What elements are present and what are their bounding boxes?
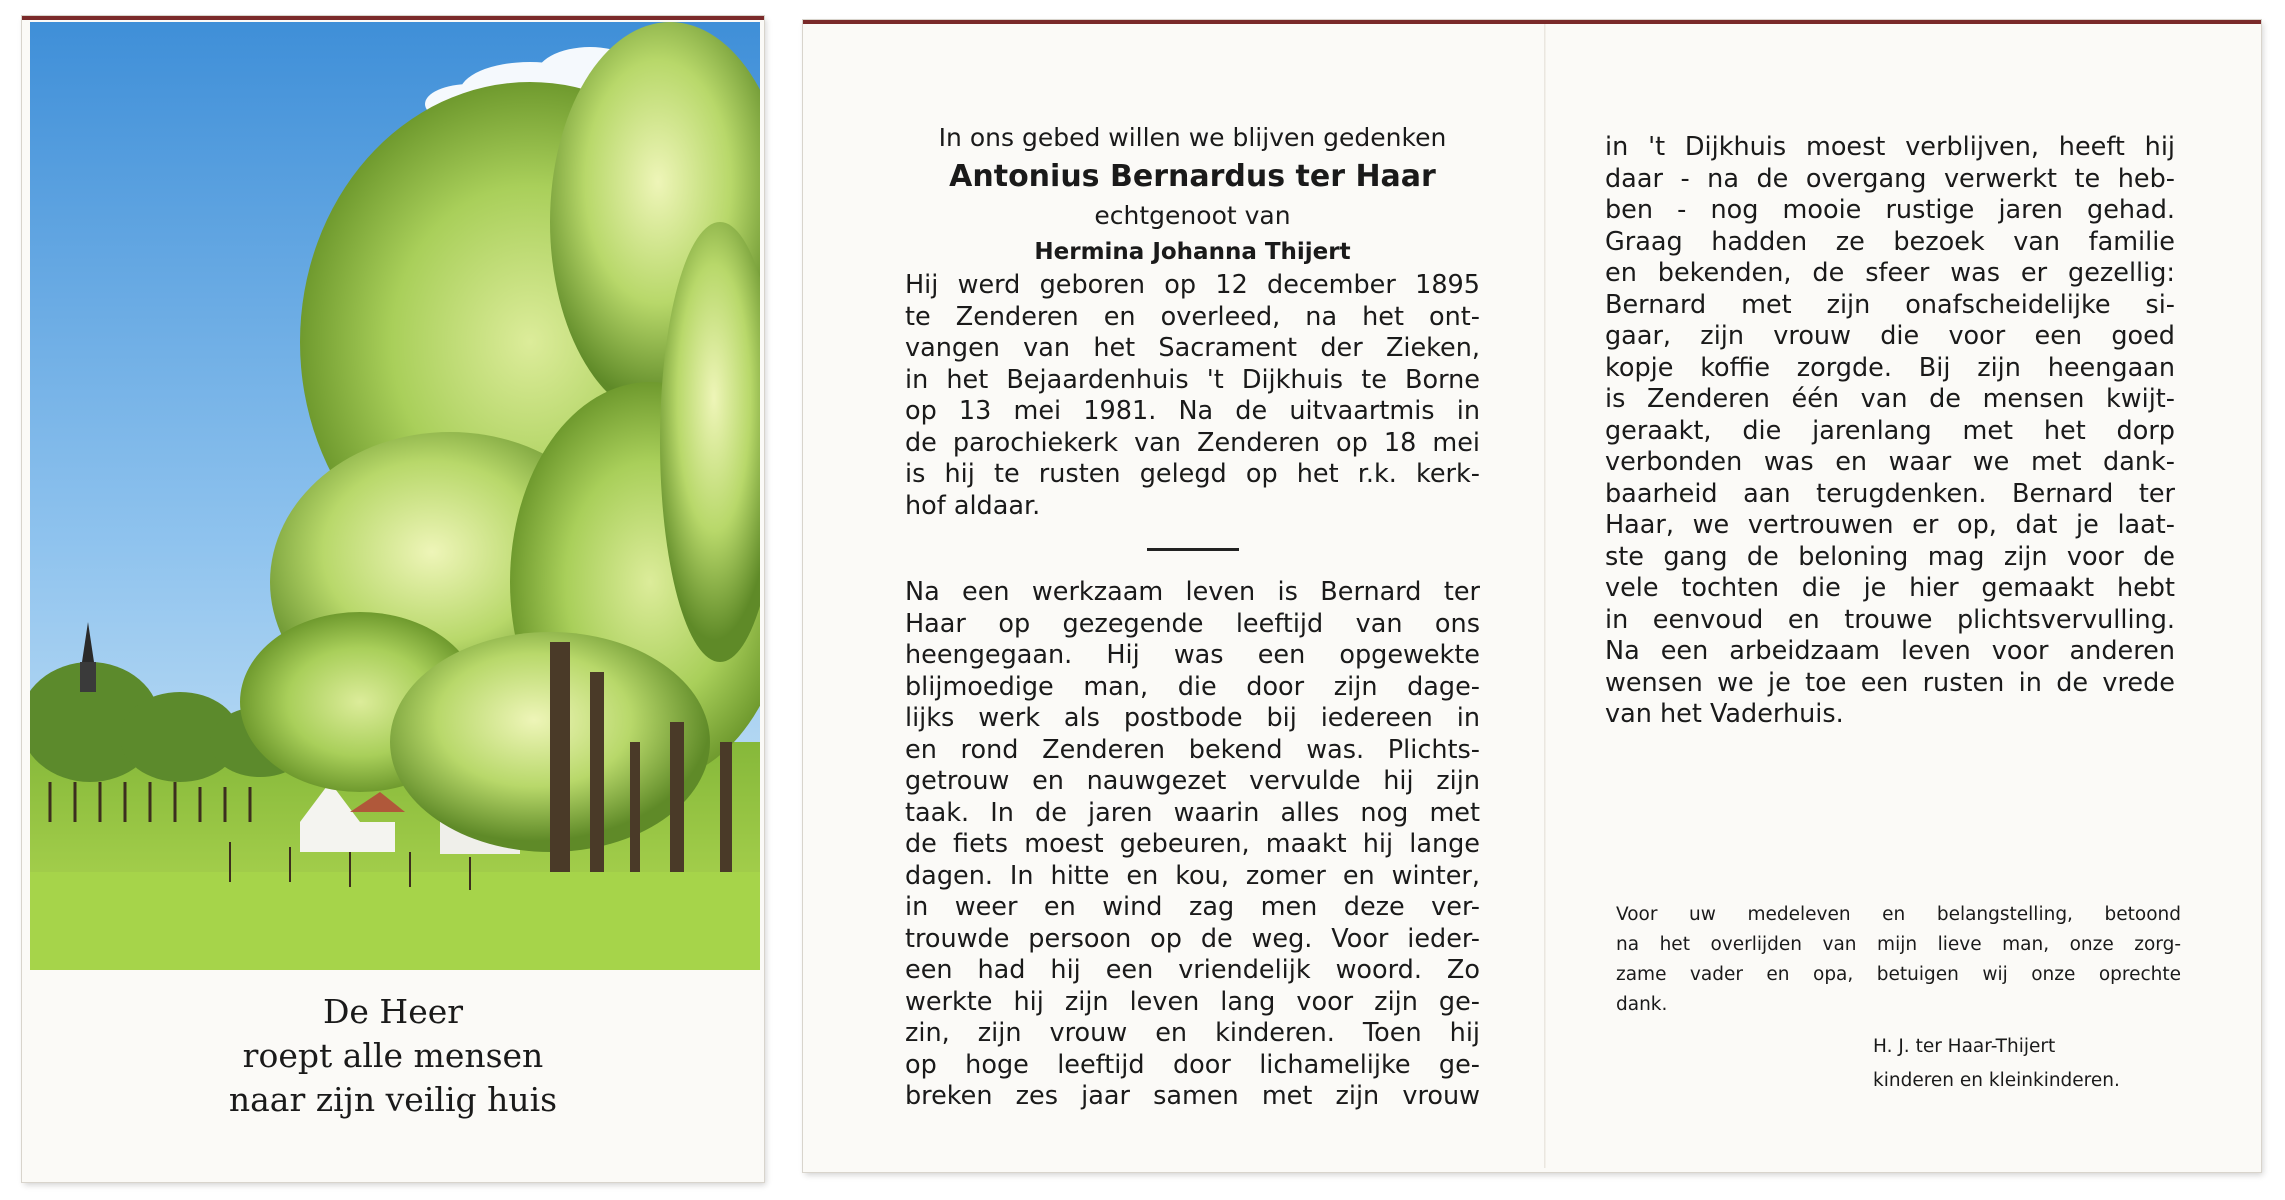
continuation-line: is Zenderen één van de mensen kwijt- [1605, 384, 2175, 414]
signature-line: kinderen en kleinkinderen. [1873, 1070, 2120, 1091]
caption-line: De Heer [322, 992, 464, 1031]
continuation-line: vele tochten die je hier gemaakt hebt [1605, 573, 2175, 603]
tribute-line: op hoge leeftijd door lichamelijke ge- [905, 1049, 1480, 1080]
fold-line [1544, 24, 1546, 1168]
tribute-line: heengegaan. Hij was een opgewekte [905, 640, 1480, 670]
signature-line: H. J. ter Haar-Thijert [1873, 1036, 2056, 1057]
bio-paragraph [905, 270, 1480, 522]
signature [1873, 1030, 2120, 1098]
tribute-line: en rond Zenderen bekend was. Plichts- [905, 734, 1480, 765]
thanks-line: na het overlijden van mijn lieve man, onze zorg- [1616, 934, 2181, 955]
continuation-line: en bekenden, de sfeer was er gezellig: [1605, 258, 2175, 288]
intro-line: In ons gebed willen we blijven gedenken [938, 123, 1447, 152]
tribute-line: getrouw en nauwgezet vervulde hij zijn [905, 766, 1480, 796]
tribute-line: de fiets moest gebeuren, maakt hij lange [905, 829, 1480, 859]
continuation-line: Graag hadden ze bezoek van familie [1605, 226, 2175, 257]
continuation-line: in eenvoud en trouwe plichtsvervulling. [1605, 604, 2175, 635]
tribute-line: lijks werk als postbode bij iedereen in [905, 703, 1480, 733]
left-page [905, 120, 1480, 1113]
continuation-line: baarheid aan terugdenken. Bernard ter [1605, 478, 2175, 509]
thanks-line: Voor uw medeleven en belangstelling, betoond [1616, 904, 2181, 925]
front-caption [22, 990, 764, 1122]
spouse-label: echtgenoot van [1094, 201, 1291, 230]
tribute-line: Haar op gezegende leeftijd van ons [905, 608, 1480, 639]
continuation-line: in 't Dijkhuis moest verblijven, heeft hij [1605, 132, 2175, 162]
tribute-line: taak. In de jaren waarin alles nog met [905, 797, 1480, 828]
tribute-line: een had hij een vriendelijk woord. Zo [905, 955, 1480, 985]
tribute-line: werkte hij zijn leven lang voor zijn ge- [905, 986, 1480, 1017]
tribute-paragraph [905, 577, 1480, 1113]
thanks-line: zame vader en opa, betuigen wij onze oprechte [1616, 964, 2181, 985]
landscape-photo [30, 22, 760, 970]
bio-line: in het Bejaardenhuis 't Dijkhuis te Borne [905, 364, 1480, 395]
bio-line: hof aldaar. [905, 490, 1041, 521]
continuation-line: kopje koffie zorgde. Bij zijn heengaan [1605, 352, 2175, 383]
spouse-name: Hermina Johanna Thijert [1034, 239, 1351, 265]
continuation-line: gaar, zijn vrouw die voor een goed [1605, 321, 2175, 351]
caption-line: naar zijn veilig huis [228, 1080, 558, 1119]
tribute-line: dagen. In hitte en kou, zomer en winter, [905, 860, 1480, 891]
bio-line: te Zenderen en overleed, na het ont- [905, 301, 1480, 332]
continuation-line: daar - na de overgang verwerkt te heb- [1605, 163, 2175, 194]
deceased-name: Antonius Bernardus ter Haar [949, 159, 1436, 194]
continuation-line: Na een arbeidzaam leven voor anderen [1605, 636, 2175, 666]
continuation-line: Haar, we vertrouwen er op, dat je laat- [1605, 510, 2175, 540]
right-page [1605, 132, 2175, 731]
thanks-note [1616, 900, 2181, 1020]
continuation-line: geraakt, die jarenlang met het dorp [1605, 415, 2175, 446]
tribute-line: zin, zijn vrouw en kinderen. Toen hij [905, 1018, 1480, 1048]
bio-line: is hij te rusten gelegd op het r.k. kerk- [905, 459, 1480, 489]
continuation-line: verbonden was en waar we met dank- [1605, 447, 2175, 477]
continuation-line: van het Vaderhuis. [1605, 699, 1844, 729]
continuation-line: ben - nog mooie rustige jaren gehad. [1605, 195, 2175, 225]
continuation-line: wensen we je toe een rusten in de vrede [1605, 667, 2175, 698]
bio-line: op 13 mei 1981. Na de uitvaartmis in [905, 396, 1480, 426]
tribute-line: in weer en wind zag men deze ver- [905, 892, 1480, 922]
bio-line: de parochiekerk van Zenderen op 18 mei [905, 427, 1480, 458]
tribute-line: blijmoedige man, die door zijn dage- [905, 671, 1480, 702]
bio-line: Hij werd geboren op 12 december 1895 [905, 270, 1480, 300]
continuation-line: Bernard met zijn onafscheidelijke si- [1605, 289, 2175, 320]
divider [1147, 548, 1239, 551]
tribute-line: Na een werkzaam leven is Bernard ter [905, 577, 1480, 607]
tribute-line: trouwde persoon op de weg. Voor ieder- [905, 923, 1480, 954]
bio-line: vangen van het Sacrament der Zieken, [905, 333, 1480, 363]
thanks-line: dank. [1616, 994, 1668, 1015]
caption-line: roept alle mensen [242, 1036, 544, 1075]
tribute-line: breken zes jaar samen met zijn vrouw [905, 1081, 1480, 1111]
continuation-line: ste gang de beloning mag zijn voor de [1605, 541, 2175, 572]
